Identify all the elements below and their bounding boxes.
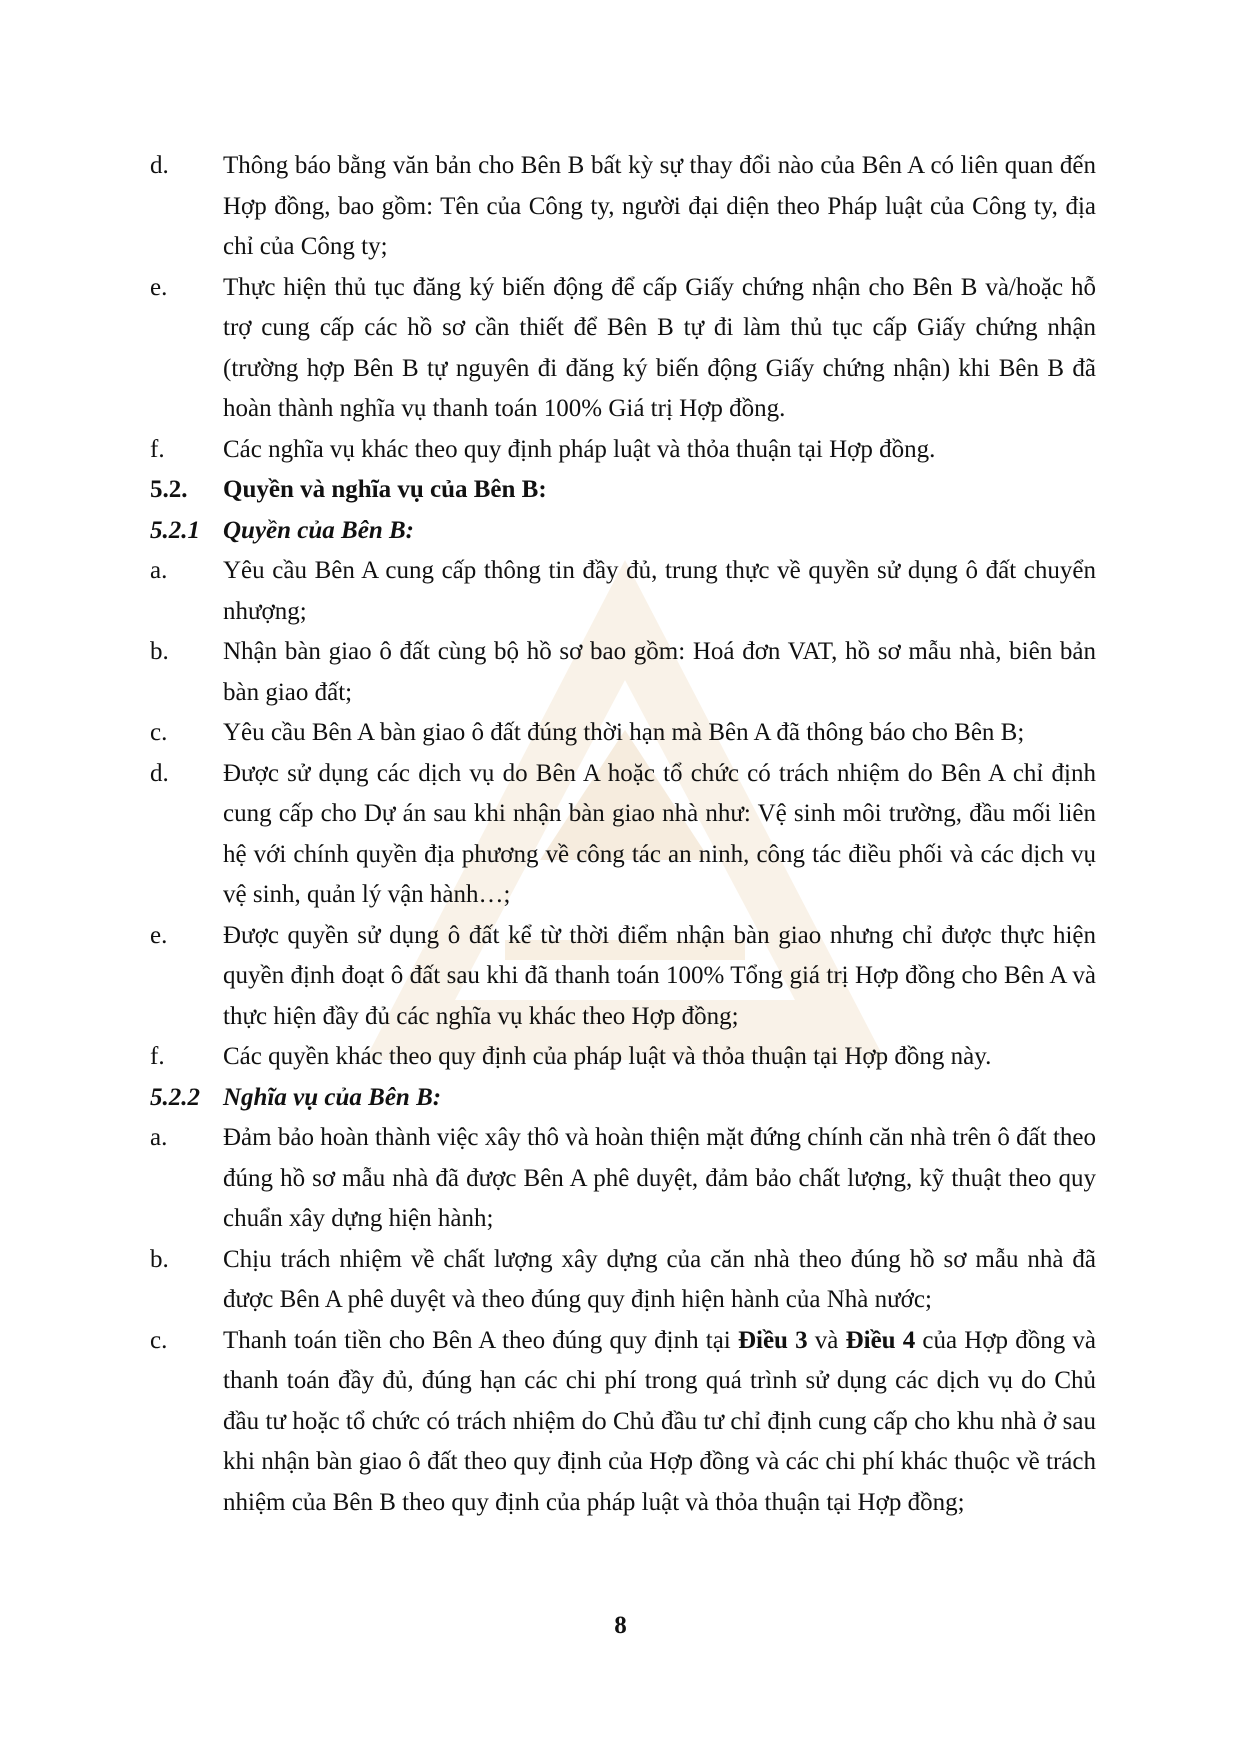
item-label: d. <box>150 759 169 787</box>
item-text: Yêu cầu Bên A bàn giao ô đất đúng thời hạn mà Bên A đã thông báo cho Bên B; <box>223 719 1025 746</box>
subsection-title: Quyền của Bên B: <box>223 516 414 544</box>
item-text: Các nghĩa vụ khác theo quy định pháp luật và thỏa thuận tại Hợp đồng. <box>223 435 936 463</box>
list-item-c <box>150 713 1096 754</box>
item-text: Đảm bảo hoàn thành việc xây thô và hoàn thiện mặt đứng chính căn nhà trên ô đất theo đúng hồ sơ mẫu nhà đã được Bên A phê duyệt, đảm bảo chất lượng, kỹ thuật theo quy chuẩn xây dựng hiện hành; <box>223 1124 1097 1232</box>
list-item-e <box>150 916 1096 1038</box>
item-label: e. <box>150 273 168 301</box>
item-text-part: và <box>807 1326 846 1354</box>
list-item-f <box>150 1037 1096 1078</box>
item-text: Được quyền sử dụng ô đất kể từ thời điểm nhận bàn giao nhưng chỉ được thực hiện quyền định đoạt ô đất sau khi đã thanh toán 100% Tổng giá trị Hợp đồng cho Bên A và thực hiện đầy đủ các nghĩa vụ khác theo Hợp đồng; <box>223 921 1096 1030</box>
subsection-title: Nghĩa vụ của Bên B: <box>223 1083 442 1111</box>
article-reference: Điều 4 <box>845 1326 916 1354</box>
item-text <box>223 1321 1096 1524</box>
item-text: Được sử dụng các dịch vụ do Bên A hoặc tổ chức có trách nhiệm do Bên A chỉ định cung cấp cho Dự án sau khi nhận bàn giao nhà như: Vệ sinh môi trường, đầu mối liên hệ với chính quyền địa phương về công tác an ninh, công tác điều phối và các dịch vụ vệ sinh, quản lý vận hành…; <box>223 759 1096 908</box>
list-item-d <box>150 146 1096 268</box>
section-number: 5.2. <box>150 476 188 503</box>
list-item-b <box>150 1240 1096 1321</box>
item-text: Các quyền khác theo quy định của pháp luật và thỏa thuận tại Hợp đồng này. <box>223 1043 992 1070</box>
subsection-number: 5.2.1 <box>150 516 200 544</box>
subsection-heading-5-2-1 <box>150 511 1096 552</box>
item-label: a. <box>150 1124 168 1151</box>
list-item-f <box>150 430 1096 471</box>
item-text: Thông báo bằng văn bản cho Bên B bất kỳ sự thay đổi nào của Bên A có liên quan đến Hợp đồng, bao gồm: Tên của Công ty, người đại diện theo Pháp luật của Công ty, địa chỉ của Công ty; <box>223 152 1096 260</box>
section-title: Quyền và nghĩa vụ của Bên B: <box>223 476 547 503</box>
item-label: c. <box>150 1326 168 1354</box>
item-text: Chịu trách nhiệm về chất lượng xây dựng của căn nhà theo đúng hồ sơ mẫu nhà đã được Bên A phê duyệt và theo đúng quy định hiện hành của Nhà nước; <box>223 1245 1096 1313</box>
item-label: c. <box>150 719 168 746</box>
section-heading-5-2 <box>150 470 1096 511</box>
item-text-part: của Hợp đồng và thanh toán đầy đủ, đúng hạn các chi phí trong quá trình sử dụng các dịch vụ do Chủ đầu tư hoặc tổ chức có trách nhiệm do Chủ đầu tư chỉ định cung cấp cho khu nhà ở sau khi nhận bàn giao ô đất theo quy định của Hợp đồng và các chi phí khác thuộc về trách nhiệm của Bên B theo quy định của pháp luật và thỏa thuận tại Hợp đồng; <box>223 1326 1096 1516</box>
item-label: e. <box>150 921 168 949</box>
document-body <box>150 146 1096 1523</box>
item-text: Thực hiện thủ tục đăng ký biến động để cấp Giấy chứng nhận cho Bên B và/hoặc hỗ trợ cung cấp các hồ sơ cần thiết để Bên B tự đi làm thủ tục cấp Giấy chứng nhận (trường hợp Bên B tự nguyên đi đăng ký biến động Giấy chứng nhận) khi Bên B đã hoàn thành nghĩa vụ thanh toán 100% Giá trị Hợp đồng. <box>223 273 1096 422</box>
list-item-b <box>150 632 1096 713</box>
list-item-a <box>150 551 1096 632</box>
article-reference: Điều 3 <box>737 1326 808 1354</box>
subsection-heading-5-2-2 <box>150 1078 1096 1119</box>
list-item-e <box>150 268 1096 430</box>
item-text: Nhận bàn giao ô đất cùng bộ hồ sơ bao gồm: Hoá đơn VAT, hồ sơ mẫu nhà, biên bản bàn giao đất; <box>223 638 1096 706</box>
list-item-d <box>150 754 1096 916</box>
item-text-part: Thanh toán tiền cho Bên A theo đúng quy định tại <box>223 1326 738 1354</box>
item-label: b. <box>150 1245 169 1273</box>
item-label: d. <box>150 152 169 179</box>
item-label: a. <box>150 557 168 584</box>
item-text: Yêu cầu Bên A cung cấp thông tin đầy đủ, trung thực về quyền sử dụng ô đất chuyển nhượng; <box>223 557 1096 625</box>
item-label: b. <box>150 638 169 665</box>
item-label: f. <box>150 435 165 463</box>
list-item-c <box>150 1321 1096 1524</box>
item-label: f. <box>150 1043 165 1070</box>
page-number: 8 <box>614 1612 627 1639</box>
subsection-number: 5.2.2 <box>150 1083 200 1111</box>
list-item-a <box>150 1118 1096 1240</box>
